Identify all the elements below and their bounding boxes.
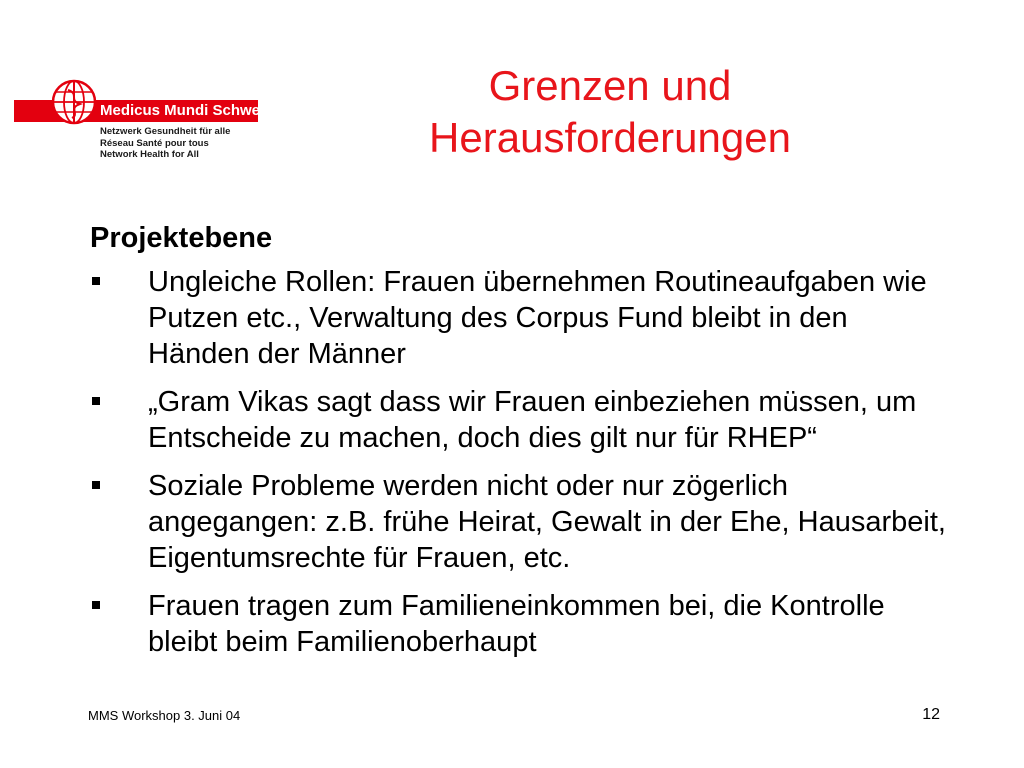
page-number: 12 (922, 706, 940, 723)
slide-body (90, 218, 950, 672)
bullet-item (90, 384, 950, 456)
section-heading: Projektebene (90, 222, 273, 254)
slide-title (360, 60, 860, 164)
square-bullet-icon (92, 277, 100, 285)
square-bullet-icon (92, 481, 100, 489)
logo-tagline (100, 126, 230, 161)
logo-tagline-de: Netzwerk Gesundheit für alle (100, 126, 231, 137)
logo-tagline-en: Network Health for All (100, 149, 199, 160)
bullet-text: Soziale Probleme werden nicht oder nur zögerlich angegangen: z.B. frühe Heirat, Gewalt in der Ehe, Hausarbeit, Eigentumsrechte für Frauen, etc. (148, 470, 946, 574)
slide-title-line-2: Herausforderungen (429, 114, 791, 161)
square-bullet-icon (92, 601, 100, 609)
bullet-item (90, 588, 950, 660)
organization-logo (14, 78, 272, 162)
bullet-item (90, 264, 950, 372)
bullet-list (90, 264, 950, 660)
globe-caduceus-icon (50, 78, 98, 126)
square-bullet-icon (92, 397, 100, 405)
bullet-text: Ungleiche Rollen: Frauen übernehmen Routineaufgaben wie Putzen etc., Verwaltung des Corpus Fund bleibt in den Händen der Männer (148, 266, 927, 370)
footer-event-label: MMS Workshop 3. Juni 04 (88, 708, 241, 723)
bullet-text: „Gram Vikas sagt dass wir Frauen einbeziehen müssen, um Entscheide zu machen, doch dies gilt nur für RHEP“ (148, 386, 917, 454)
logo-name: Medicus Mundi Schweiz (100, 102, 272, 119)
bullet-text: Frauen tragen zum Familieneinkommen bei, die Kontrolle bleibt beim Familienoberhaupt (148, 590, 885, 658)
slide-title-line-1: Grenzen und (488, 62, 732, 109)
bullet-item (90, 468, 950, 576)
logo-tagline-fr: Réseau Santé pour tous (100, 137, 209, 149)
